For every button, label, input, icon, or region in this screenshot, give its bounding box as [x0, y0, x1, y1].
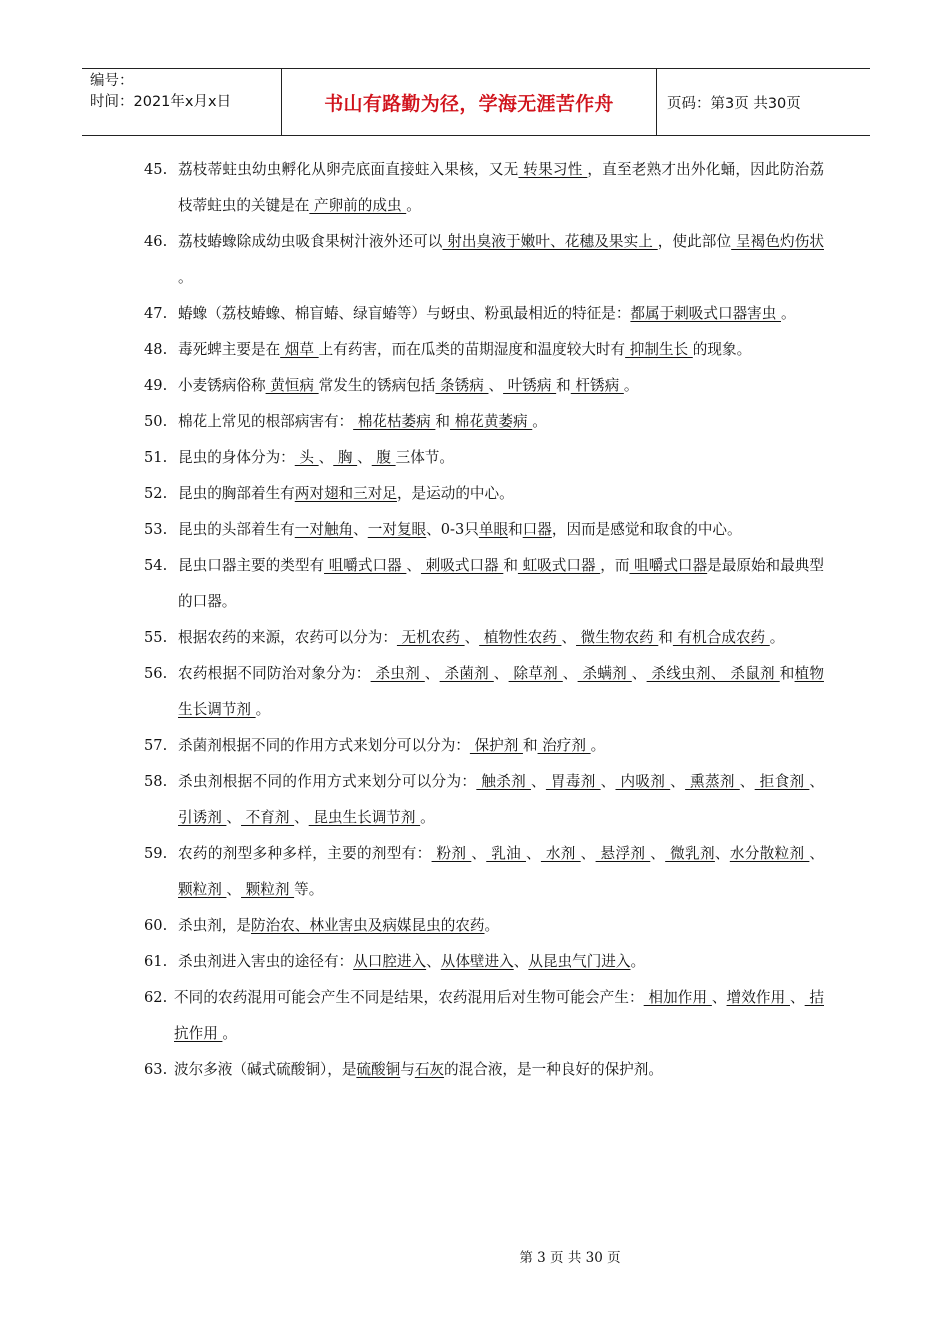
question-item: [144, 944, 824, 980]
question-item: [144, 332, 824, 368]
question-text: [178, 512, 824, 548]
question-segment: 、: [739, 773, 755, 790]
question-number: 60.: [144, 917, 168, 934]
question-number: 55.: [144, 629, 168, 646]
header-table: [82, 68, 870, 136]
question-number: 63.: [144, 1061, 168, 1078]
answer-blank: 叶锈病: [503, 377, 557, 394]
question-segment: ，因而是感觉和取食的中心。: [551, 521, 742, 538]
question-segment: 、: [714, 845, 730, 862]
question-segment: 、: [711, 989, 727, 1006]
question-item: [144, 728, 824, 764]
question-number: 62.: [144, 989, 168, 1006]
answer-blank: 单眼: [478, 521, 509, 538]
question-item: [144, 908, 824, 944]
answer-blank: 微乳剂: [665, 845, 715, 862]
answer-blank: 相加作用: [643, 989, 712, 1006]
header-page-label: 页码：第3页 共30页: [667, 95, 801, 112]
number-label: 编号：: [90, 73, 134, 89]
question-segment: 根据农药的来源，农药可以分为：: [178, 629, 397, 646]
question-item: [144, 764, 824, 836]
answer-blank: 水剂: [540, 845, 581, 862]
answer-blank: 杀菌剂: [439, 665, 494, 682]
question-text: [178, 908, 824, 944]
answer-blank: 不育剂: [241, 809, 295, 826]
answer-blank: 拮抗作用: [174, 989, 824, 1042]
answer-blank: 从昆虫气门进入: [528, 953, 631, 970]
question-segment: 、: [464, 629, 480, 646]
question-segment: 昆虫的头部着生有: [178, 521, 295, 538]
question-segment: 和: [556, 377, 571, 394]
question-segment: 、: [353, 521, 368, 538]
question-segment: 、0-3只: [426, 521, 479, 538]
answer-blank: 乳油: [486, 845, 526, 862]
question-segment: 波尔多液（碱式硫酸铜），是: [174, 1061, 357, 1078]
answer-blank: 咀嚼式口器: [324, 557, 407, 574]
question-number: 49.: [144, 377, 168, 394]
answer-blank: 昆虫生长调节剂: [308, 809, 421, 826]
question-segment: 、: [471, 845, 487, 862]
question-segment: 、: [562, 665, 578, 682]
question-number: 51.: [144, 449, 168, 466]
question-text: [178, 152, 824, 224]
question-segment: 杀菌剂根据不同的作用方式来划分可以分为：: [178, 737, 470, 754]
question-item: [144, 224, 824, 296]
answer-blank: 增效作用: [726, 989, 790, 1006]
question-segment: 。: [178, 269, 193, 286]
question-segment: 、: [631, 665, 647, 682]
question-item: [144, 980, 824, 1052]
question-number: 57.: [144, 737, 168, 754]
question-item: [144, 620, 824, 656]
answer-blank: 烟草: [280, 341, 319, 358]
question-segment: 杀虫剂，是: [178, 917, 251, 934]
answer-blank: 除草剂: [508, 665, 563, 682]
question-segment: 。: [406, 197, 421, 214]
question-segment: 荔枝蒂蛀虫幼虫孵化从卵壳底面直接蛀入果核，又无: [178, 161, 519, 178]
question-item: [144, 1052, 824, 1088]
answer-blank: 咀嚼式口器: [629, 557, 708, 574]
question-segment: 、: [809, 845, 824, 862]
answer-blank: 颗粒剂: [241, 881, 295, 898]
question-segment: ，直至老熟才出外化蛹，因此防治荔枝蒂蛀虫的关键是在: [178, 161, 824, 214]
question-segment: 杀虫剂根据不同的作用方式来划分可以分为：: [178, 773, 477, 790]
question-text: [178, 332, 824, 368]
question-segment: 上有药害，而在瓜类的苗期湿度和温度较大时有: [318, 341, 626, 358]
answer-blank: 杀虫剂: [370, 665, 425, 682]
answer-blank: 杆锈病: [570, 377, 624, 394]
answer-blank: 黄恒病: [265, 377, 319, 394]
question-segment: 、: [318, 449, 334, 466]
question-segment: 的现象。: [692, 341, 752, 358]
answer-blank: 胃毒剂: [545, 773, 601, 790]
question-text: [178, 440, 824, 476]
question-segment: 杀虫剂进入害虫的途径有：: [178, 953, 354, 970]
question-segment: 农药的剂型多种多样，主要的剂型有：: [178, 845, 432, 862]
question-number: 52.: [144, 485, 168, 502]
question-segment: 小麦锈病俗称: [178, 377, 266, 394]
answer-blank: 一对触角: [294, 521, 354, 538]
question-item: [144, 512, 824, 548]
question-segment: 、: [789, 989, 805, 1006]
question-segment: ，而: [600, 557, 630, 574]
question-item: [144, 476, 824, 512]
question-segment: 、: [600, 773, 616, 790]
question-text: [178, 656, 824, 728]
question-segment: ，使此部位: [657, 233, 732, 250]
answer-blank: 两对翅和三对足: [294, 485, 397, 502]
question-number: 53.: [144, 521, 168, 538]
answer-blank: 从体壁进入: [440, 953, 514, 970]
answer-blank: 从口腔进入: [353, 953, 427, 970]
answer-blank: 触杀剂: [476, 773, 531, 790]
answer-blank: 条锈病: [435, 377, 489, 394]
question-segment: 是最原始和最典型的口器。: [178, 557, 824, 610]
question-text: [178, 368, 824, 404]
question-number: 59.: [144, 845, 168, 862]
question-text: [178, 548, 824, 620]
answer-blank: 一对复眼: [367, 521, 427, 538]
question-segment: 、: [513, 953, 529, 970]
question-segment: 常发生的锈病包括: [318, 377, 436, 394]
question-segment: 的混合液，是一种良好的保护剂。: [444, 1061, 663, 1078]
answer-blank: 水分散粒剂: [729, 845, 810, 862]
question-segment: 。: [590, 737, 606, 754]
answer-blank: 防治农、林业害虫及病媒昆虫的农药: [250, 917, 485, 934]
question-segment: 不同的农药混用可能会产生不同是结果，农药混用后对生物可能会产生：: [174, 989, 644, 1006]
question-item: [144, 404, 824, 440]
question-number: 46.: [144, 233, 168, 250]
question-item: [144, 836, 824, 908]
answer-blank: 引诱剂: [178, 809, 227, 826]
answer-blank: 植物生长调节剂: [178, 665, 824, 718]
question-segment: 和: [522, 737, 538, 754]
answer-blank: 虹吸式口器: [517, 557, 601, 574]
answer-blank: 熏蒸剂: [685, 773, 740, 790]
answer-blank: 内吸剂: [615, 773, 671, 790]
question-number: 58.: [144, 773, 168, 790]
answer-blank: 颗粒剂: [178, 881, 227, 898]
question-segment: 、: [226, 881, 242, 898]
question-segment: 。: [630, 953, 646, 970]
answer-blank: 治疗剂: [537, 737, 591, 754]
question-text: [178, 728, 824, 764]
question-text: [178, 836, 824, 908]
question-segment: 农药根据不同防治对象分为：: [178, 665, 371, 682]
answer-blank: 都属于刺吸式口器害虫: [630, 305, 781, 322]
question-item: [144, 368, 824, 404]
question-segment: 和: [508, 521, 523, 538]
answer-blank: 呈褐色灼伤状: [731, 233, 824, 250]
answer-blank: 保护剂: [469, 737, 523, 754]
question-segment: 、: [226, 809, 242, 826]
question-segment: 、: [561, 629, 577, 646]
answer-blank: 口器: [522, 521, 552, 538]
question-segment: 、: [580, 845, 596, 862]
question-number: 50.: [144, 413, 168, 430]
question-segment: 和: [435, 413, 450, 430]
question-text: [178, 944, 824, 980]
question-segment: 毒死蜱主要是在: [178, 341, 281, 358]
question-segment: 蝽蟓（荔枝蝽蟓、棉盲蝽、绿盲蝽等）与蚜虫、粉虱最相近的特征是：: [178, 305, 631, 322]
question-segment: 。: [222, 1025, 238, 1042]
question-segment: 、: [530, 773, 546, 790]
question-number: 45.: [144, 161, 168, 178]
question-text: [178, 224, 824, 296]
question-segment: 。: [781, 305, 796, 322]
question-text: [178, 620, 824, 656]
question-segment: 三体节。: [395, 449, 454, 466]
question-segment: 。: [532, 413, 547, 430]
question-segment: 、: [670, 773, 686, 790]
question-item: [144, 656, 824, 728]
page-footer: 第 3 页 共 30 页: [519, 1250, 621, 1266]
question-number: 48.: [144, 341, 168, 358]
question-number: 56.: [144, 665, 168, 682]
question-segment: 和: [658, 629, 673, 646]
answer-blank: 微生物农药: [576, 629, 659, 646]
question-number: 61.: [144, 953, 168, 970]
answer-blank: 植物性农药: [479, 629, 562, 646]
question-segment: 、: [650, 845, 666, 862]
question-segment: 、: [493, 665, 509, 682]
answer-blank: 射出臭液于嫩叶、花穗及果实上: [442, 233, 658, 250]
question-segment: 、: [406, 557, 421, 574]
question-segment: 、: [488, 377, 504, 394]
answer-blank: 拒食剂: [754, 773, 810, 790]
question-list: [144, 152, 824, 1088]
answer-blank: 头: [294, 449, 319, 466]
answer-blank: 有机合成农药: [672, 629, 770, 646]
question-item: [144, 296, 824, 332]
question-segment: 等。: [294, 881, 324, 898]
question-segment: 昆虫的胸部着生有: [178, 485, 295, 502]
question-segment: 棉花上常见的根部病害有：: [178, 413, 354, 430]
question-segment: 和: [779, 665, 795, 682]
time-label: 时间：2021年x月x日: [90, 94, 232, 110]
header-info: [82, 69, 282, 135]
answer-blank: 杀螨剂: [577, 665, 632, 682]
question-segment: 、: [525, 845, 541, 862]
question-item: [144, 548, 824, 620]
question-text: [178, 764, 824, 836]
question-segment: 。: [484, 917, 500, 934]
answer-blank: 杀线虫剂、 杀鼠剂: [646, 665, 780, 682]
question-segment: 、: [426, 953, 441, 970]
question-number: 47.: [144, 305, 168, 322]
answer-blank: 抑制生长: [625, 341, 693, 358]
question-segment: 、: [809, 773, 824, 790]
question-text: [178, 296, 824, 332]
answer-blank: 硫酸铜: [356, 1061, 401, 1078]
question-text: [178, 404, 824, 440]
question-segment: 与: [400, 1061, 415, 1078]
answer-blank: 胸: [333, 449, 358, 466]
question-segment: 和: [503, 557, 518, 574]
answer-blank: 转果习性: [518, 161, 588, 178]
question-segment: 昆虫口器主要的类型有: [178, 557, 325, 574]
answer-blank: 无机农药: [396, 629, 465, 646]
answer-blank: 产卵前的成虫: [309, 197, 407, 214]
question-segment: 昆虫的身体分为：: [178, 449, 295, 466]
answer-blank: 粉剂: [431, 845, 472, 862]
answer-blank: 悬浮剂: [595, 845, 651, 862]
question-segment: ，是运动的中心。: [396, 485, 514, 502]
answer-blank: 棉花枯萎病: [353, 413, 436, 430]
question-number: 54.: [144, 557, 168, 574]
question-segment: 荔枝蝽蟓除成幼虫吸食果树汁液外还可以: [178, 233, 443, 250]
question-text: [178, 476, 824, 512]
answer-blank: 刺吸式口器: [420, 557, 504, 574]
question-segment: 、: [294, 809, 309, 826]
answer-blank: 棉花黄萎病: [450, 413, 533, 430]
question-item: [144, 440, 824, 476]
question-segment: 。: [769, 629, 785, 646]
question-segment: 、: [357, 449, 372, 466]
question-segment: 。: [420, 809, 435, 826]
question-item: [144, 152, 824, 224]
question-text: [174, 980, 824, 1052]
question-segment: 。: [255, 701, 271, 718]
answer-blank: 腹: [371, 449, 396, 466]
answer-blank: 石灰: [414, 1061, 445, 1078]
question-segment: 、: [424, 665, 440, 682]
header-slogan: 书山有路勤为径，学海无涯苦作舟: [282, 69, 657, 135]
question-segment: 。: [623, 377, 639, 394]
question-text: [174, 1052, 824, 1088]
